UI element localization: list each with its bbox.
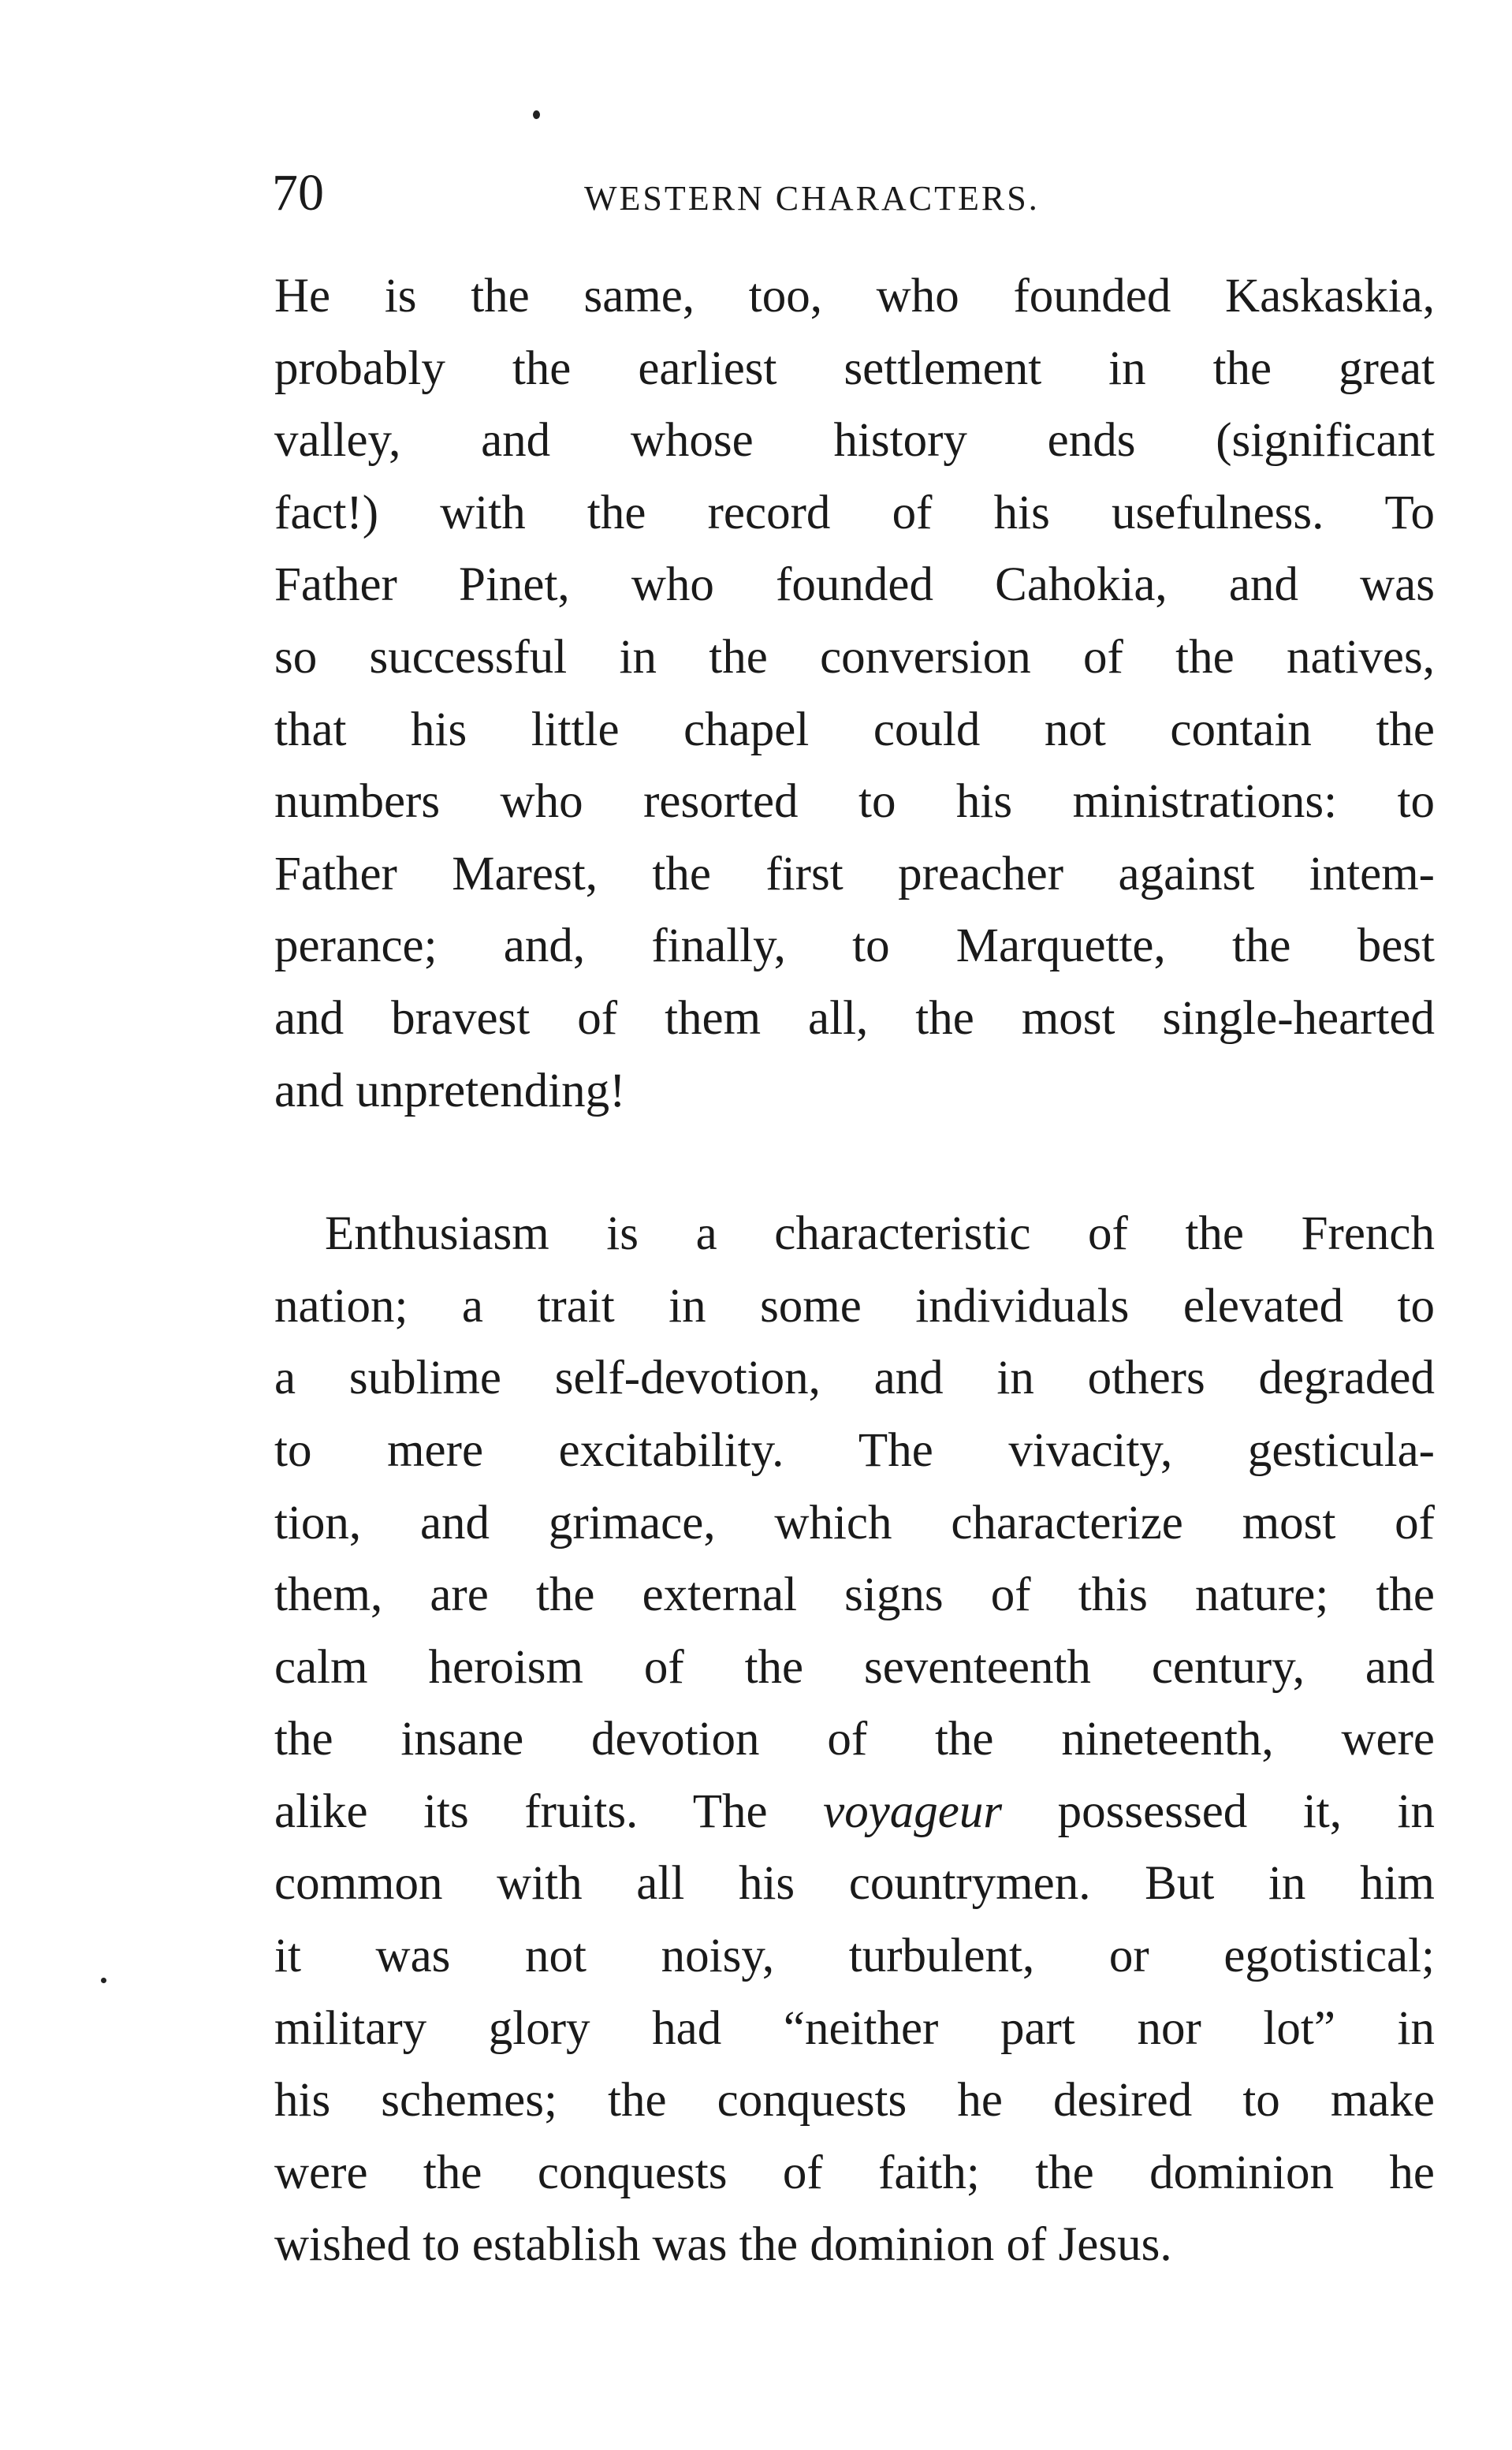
text-line: so successful in the conversion of the natives, bbox=[274, 630, 1435, 684]
text-line: valley, and whose history ends (significant bbox=[274, 414, 1435, 468]
text-line: them, are the external signs of this nature; the bbox=[274, 1568, 1435, 1622]
text-line: his schemes; the conquests he desired to make bbox=[274, 2074, 1435, 2127]
text-line: perance; and, finally, to Marquette, the best bbox=[274, 919, 1435, 973]
text-line: Father Marest, the first preacher against intem- bbox=[274, 847, 1435, 901]
text-line: it was not noisy, turbulent, or egotistical; bbox=[274, 1930, 1435, 1983]
text-line: wished to establish was the dominion of Jesus. bbox=[274, 2218, 1172, 2272]
paragraph bbox=[274, 260, 1435, 1127]
text-line: numbers who resorted to his ministrations: to bbox=[274, 775, 1435, 829]
text-line: the insane devotion of the nineteenth, were bbox=[274, 1713, 1435, 1766]
text-line: He is the same, too, who founded Kaskaskia, bbox=[274, 270, 1435, 323]
text-line: Father Pinet, who founded Cahokia, and was bbox=[274, 558, 1435, 612]
text-run: possessed it, in bbox=[1002, 1784, 1435, 1838]
text-line: common with all his countrymen. But in him bbox=[274, 1857, 1435, 1911]
print-speck bbox=[101, 1978, 106, 1983]
page-header bbox=[272, 166, 1439, 221]
text-line: that his little chapel could not contain the bbox=[274, 703, 1435, 756]
text-line: probably the earliest settlement in the great bbox=[274, 341, 1435, 395]
print-speck bbox=[533, 110, 540, 119]
text-line: and bravest of them all, the most single-hearted bbox=[274, 991, 1435, 1045]
text-line: to mere excitability. The vivacity, gesticula- bbox=[274, 1423, 1435, 1477]
text-run: alike its fruits. The bbox=[274, 1784, 824, 1838]
body-text bbox=[274, 260, 1435, 2281]
text-line: Enthusiasm is a characteristic of the French bbox=[325, 1207, 1435, 1261]
text-line: and unpretending! bbox=[274, 1064, 626, 1117]
text-line: tion, and grimace, which characterize most of bbox=[274, 1496, 1435, 1549]
text-line: a sublime self-devotion, and in others degraded bbox=[274, 1352, 1435, 1405]
text-line-italic bbox=[274, 1776, 1435, 1848]
page-number: 70 bbox=[272, 164, 324, 222]
text-line: military glory had “neither part nor lot” in bbox=[274, 2001, 1435, 2055]
italic-term: voyageur bbox=[823, 1784, 1003, 1838]
text-line: fact!) with the record of his usefulness. To bbox=[274, 486, 1435, 539]
text-line: calm heroism of the seventeenth century, and bbox=[274, 1640, 1435, 1694]
paragraph bbox=[274, 1198, 1435, 2281]
text-line: nation; a trait in some individuals elevated to bbox=[274, 1279, 1435, 1333]
text-line: were the conquests of faith; the dominion he bbox=[274, 2146, 1435, 2199]
running-head: WESTERN CHARACTERS. bbox=[584, 179, 1040, 218]
